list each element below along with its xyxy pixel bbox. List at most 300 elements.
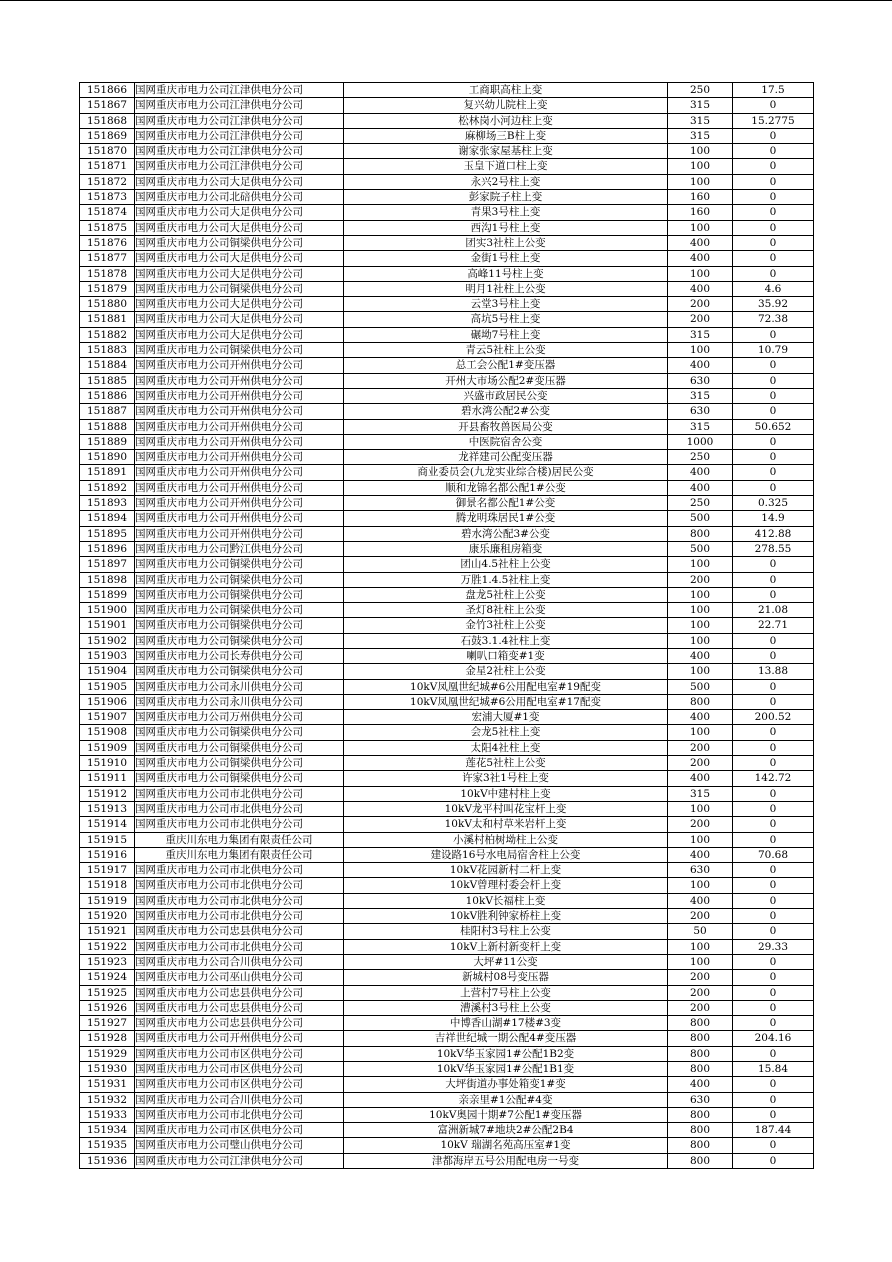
row-id-cell: 151900	[80, 603, 135, 618]
table-row	[80, 909, 814, 924]
transformer-name-cell: 腾龙明珠居民1#公变	[344, 511, 668, 526]
transformer-name-cell: 石鼓3.1.4社柱上变	[344, 633, 668, 648]
capacity-cell: 500	[668, 679, 733, 694]
company-cell: 国网重庆市电力公司铜梁供电分公司	[135, 756, 344, 771]
row-id-cell: 151932	[80, 1092, 135, 1107]
table-row	[80, 327, 814, 342]
value-cell: 0	[733, 220, 814, 235]
capacity-cell: 200	[668, 909, 733, 924]
company-cell: 国网重庆市电力公司开州供电分公司	[135, 465, 344, 480]
table-row	[80, 633, 814, 648]
value-cell: 0	[733, 801, 814, 816]
row-id-cell: 151925	[80, 985, 135, 1000]
row-id-cell: 151929	[80, 1046, 135, 1061]
row-id-cell: 151897	[80, 557, 135, 572]
company-cell: 国网重庆市电力公司市北供电分公司	[135, 817, 344, 832]
company-cell: 重庆川东电力集团有限责任公司	[135, 847, 344, 862]
capacity-cell: 100	[668, 557, 733, 572]
transformer-name-cell: 西沟1号柱上变	[344, 220, 668, 235]
capacity-cell: 100	[668, 633, 733, 648]
row-id-cell: 151920	[80, 909, 135, 924]
row-id-cell: 151926	[80, 1000, 135, 1015]
transformer-name-cell: 麻柳场三B柱上变	[344, 128, 668, 143]
capacity-cell: 100	[668, 618, 733, 633]
value-cell: 0	[733, 557, 814, 572]
row-id-cell: 151884	[80, 358, 135, 373]
table-row	[80, 465, 814, 480]
transformer-name-cell: 许家3社1号柱上变	[344, 771, 668, 786]
row-id-cell: 151935	[80, 1138, 135, 1153]
row-id-cell: 151894	[80, 511, 135, 526]
company-cell: 国网重庆市电力公司市区供电分公司	[135, 1046, 344, 1061]
capacity-cell: 400	[668, 251, 733, 266]
transformer-name-cell: 金竹3社柱上公变	[344, 618, 668, 633]
capacity-cell: 100	[668, 174, 733, 189]
row-id-cell: 151923	[80, 954, 135, 969]
transformer-name-cell: 龙祥建司公配变压器	[344, 450, 668, 465]
value-cell: 0	[733, 358, 814, 373]
value-cell: 0.325	[733, 496, 814, 511]
company-cell: 国网重庆市电力公司忠县供电分公司	[135, 924, 344, 939]
transformer-name-cell: 富洲新城7#地块2#公配2B4	[344, 1123, 668, 1138]
value-cell: 29.33	[733, 939, 814, 954]
value-cell: 0	[733, 128, 814, 143]
value-cell: 0	[733, 1107, 814, 1122]
capacity-cell: 500	[668, 541, 733, 556]
capacity-cell: 400	[668, 235, 733, 250]
value-cell: 0	[733, 679, 814, 694]
value-cell: 0	[733, 465, 814, 480]
table-row	[80, 388, 814, 403]
value-cell: 0	[733, 893, 814, 908]
row-id-cell: 151912	[80, 786, 135, 801]
company-cell: 国网重庆市电力公司璧山供电分公司	[135, 1138, 344, 1153]
transformer-name-cell: 谢家张家屋基柱上变	[344, 144, 668, 159]
transformer-name-cell: 御景名都公配1#公变	[344, 496, 668, 511]
transformer-name-cell: 10kV华玉家园1#公配1B2变	[344, 1046, 668, 1061]
transformer-name-cell: 10kV中建村柱上变	[344, 786, 668, 801]
page-top-border	[0, 0, 892, 1]
company-cell: 国网重庆市电力公司市北供电分公司	[135, 786, 344, 801]
row-id-cell: 151922	[80, 939, 135, 954]
transformer-name-cell: 吉祥世纪城一期公配4#变压器	[344, 1031, 668, 1046]
table-row	[80, 863, 814, 878]
company-cell: 国网重庆市电力公司江津供电分公司	[135, 83, 344, 98]
company-cell: 国网重庆市电力公司大足供电分公司	[135, 220, 344, 235]
company-cell: 国网重庆市电力公司大足供电分公司	[135, 297, 344, 312]
company-cell: 国网重庆市电力公司合川供电分公司	[135, 1092, 344, 1107]
transformer-name-cell: 圣灯8社柱上公变	[344, 603, 668, 618]
value-cell: 0	[733, 587, 814, 602]
value-cell: 0	[733, 572, 814, 587]
company-cell: 国网重庆市电力公司市北供电分公司	[135, 1107, 344, 1122]
table-row	[80, 694, 814, 709]
row-id-cell: 151872	[80, 174, 135, 189]
row-id-cell: 151915	[80, 832, 135, 847]
company-cell: 国网重庆市电力公司合川供电分公司	[135, 954, 344, 969]
value-cell: 0	[733, 144, 814, 159]
row-id-cell: 151899	[80, 587, 135, 602]
value-cell: 0	[733, 924, 814, 939]
company-cell: 国网重庆市电力公司市区供电分公司	[135, 1062, 344, 1077]
value-cell: 15.84	[733, 1062, 814, 1077]
row-id-cell: 151904	[80, 664, 135, 679]
transformer-name-cell: 兴盛市政居民公变	[344, 388, 668, 403]
company-cell: 国网重庆市电力公司忠县供电分公司	[135, 1016, 344, 1031]
row-id-cell: 151916	[80, 847, 135, 862]
table-row	[80, 526, 814, 541]
transformer-name-cell: 漕溪村3号柱上公变	[344, 1000, 668, 1015]
company-cell: 国网重庆市电力公司江津供电分公司	[135, 144, 344, 159]
company-cell: 国网重庆市电力公司市北供电分公司	[135, 939, 344, 954]
row-id-cell: 151877	[80, 251, 135, 266]
transformer-name-cell: 桂阳村3号柱上公变	[344, 924, 668, 939]
value-cell: 0	[733, 174, 814, 189]
company-cell: 国网重庆市电力公司开州供电分公司	[135, 388, 344, 403]
value-cell: 0	[733, 480, 814, 495]
company-cell: 国网重庆市电力公司铜梁供电分公司	[135, 587, 344, 602]
value-cell: 204.16	[733, 1031, 814, 1046]
company-cell: 国网重庆市电力公司江津供电分公司	[135, 1153, 344, 1168]
table-row	[80, 266, 814, 281]
company-cell: 国网重庆市电力公司铜梁供电分公司	[135, 618, 344, 633]
value-cell: 0	[733, 205, 814, 220]
value-cell: 14.9	[733, 511, 814, 526]
table-row	[80, 924, 814, 939]
value-cell: 0	[733, 327, 814, 342]
row-id-cell: 151898	[80, 572, 135, 587]
company-cell: 国网重庆市电力公司万州供电分公司	[135, 710, 344, 725]
company-cell: 国网重庆市电力公司市区供电分公司	[135, 1077, 344, 1092]
capacity-cell: 250	[668, 83, 733, 98]
capacity-cell: 315	[668, 128, 733, 143]
capacity-cell: 630	[668, 373, 733, 388]
transformer-name-cell: 10kV太和村草米岩杆上变	[344, 817, 668, 832]
capacity-cell: 100	[668, 954, 733, 969]
table-row	[80, 954, 814, 969]
value-cell: 13.88	[733, 664, 814, 679]
table-row	[80, 281, 814, 296]
transformer-name-cell: 10kV奥园十期#7公配1#变压器	[344, 1107, 668, 1122]
capacity-cell: 100	[668, 266, 733, 281]
row-id-cell: 151887	[80, 404, 135, 419]
capacity-cell: 800	[668, 1153, 733, 1168]
table-row	[80, 190, 814, 205]
table-row	[80, 404, 814, 419]
transformer-name-cell: 松林岗小河边柱上变	[344, 113, 668, 128]
value-cell: 0	[733, 450, 814, 465]
row-id-cell: 151911	[80, 771, 135, 786]
value-cell: 17.5	[733, 83, 814, 98]
table-row	[80, 159, 814, 174]
value-cell: 0	[733, 1138, 814, 1153]
table-row	[80, 496, 814, 511]
company-cell: 国网重庆市电力公司市北供电分公司	[135, 863, 344, 878]
capacity-cell: 50	[668, 924, 733, 939]
table-row	[80, 939, 814, 954]
table-row	[80, 572, 814, 587]
transformer-name-cell: 金街1号柱上变	[344, 251, 668, 266]
capacity-cell: 800	[668, 1123, 733, 1138]
transformer-table-body	[80, 83, 814, 1169]
row-id-cell: 151901	[80, 618, 135, 633]
capacity-cell: 200	[668, 1000, 733, 1015]
table-row	[80, 847, 814, 862]
transformer-name-cell: 金星2社柱上公变	[344, 664, 668, 679]
row-id-cell: 151892	[80, 480, 135, 495]
table-row	[80, 1062, 814, 1077]
value-cell: 21.08	[733, 603, 814, 618]
row-id-cell: 151875	[80, 220, 135, 235]
capacity-cell: 800	[668, 1031, 733, 1046]
row-id-cell: 151893	[80, 496, 135, 511]
value-cell: 0	[733, 694, 814, 709]
table-row	[80, 235, 814, 250]
transformer-name-cell: 云堂3号柱上变	[344, 297, 668, 312]
value-cell: 15.2775	[733, 113, 814, 128]
value-cell: 70.68	[733, 847, 814, 862]
row-id-cell: 151913	[80, 801, 135, 816]
table-row	[80, 373, 814, 388]
row-id-cell: 151870	[80, 144, 135, 159]
value-cell: 0	[733, 388, 814, 403]
row-id-cell: 151871	[80, 159, 135, 174]
value-cell: 0	[733, 1046, 814, 1061]
capacity-cell: 800	[668, 1062, 733, 1077]
row-id-cell: 151876	[80, 235, 135, 250]
value-cell: 0	[733, 1000, 814, 1015]
value-cell: 0	[733, 740, 814, 755]
value-cell: 0	[733, 190, 814, 205]
capacity-cell: 400	[668, 893, 733, 908]
company-cell: 国网重庆市电力公司开州供电分公司	[135, 511, 344, 526]
value-cell: 412.88	[733, 526, 814, 541]
value-cell: 0	[733, 954, 814, 969]
value-cell: 0	[733, 404, 814, 419]
table-row	[80, 756, 814, 771]
row-id-cell: 151886	[80, 388, 135, 403]
transformer-table	[79, 82, 814, 1169]
value-cell: 0	[733, 98, 814, 113]
company-cell: 国网重庆市电力公司开州供电分公司	[135, 419, 344, 434]
capacity-cell: 800	[668, 1046, 733, 1061]
transformer-name-cell: 明月1社柱上公变	[344, 281, 668, 296]
row-id-cell: 151891	[80, 465, 135, 480]
transformer-name-cell: 10kV长福柱上变	[344, 893, 668, 908]
transformer-name-cell: 会龙5社柱上变	[344, 725, 668, 740]
transformer-name-cell: 永兴2号柱上变	[344, 174, 668, 189]
table-row	[80, 1092, 814, 1107]
company-cell: 国网重庆市电力公司开州供电分公司	[135, 404, 344, 419]
company-cell: 国网重庆市电力公司江津供电分公司	[135, 128, 344, 143]
transformer-name-cell: 建设路16号水电局宿舍柱上公变	[344, 847, 668, 862]
value-cell: 0	[733, 985, 814, 1000]
company-cell: 国网重庆市电力公司江津供电分公司	[135, 159, 344, 174]
transformer-name-cell: 开州大市场公配2#变压器	[344, 373, 668, 388]
table-row	[80, 985, 814, 1000]
table-row	[80, 893, 814, 908]
value-cell: 0	[733, 817, 814, 832]
capacity-cell: 800	[668, 1016, 733, 1031]
transformer-name-cell: 青云5社柱上公变	[344, 343, 668, 358]
capacity-cell: 800	[668, 526, 733, 541]
capacity-cell: 200	[668, 970, 733, 985]
capacity-cell: 315	[668, 786, 733, 801]
row-id-cell: 151921	[80, 924, 135, 939]
value-cell: 142.72	[733, 771, 814, 786]
company-cell: 国网重庆市电力公司铜梁供电分公司	[135, 633, 344, 648]
value-cell: 187.44	[733, 1123, 814, 1138]
company-cell: 国网重庆市电力公司市北供电分公司	[135, 909, 344, 924]
row-id-cell: 151881	[80, 312, 135, 327]
capacity-cell: 200	[668, 756, 733, 771]
capacity-cell: 800	[668, 694, 733, 709]
row-id-cell: 151866	[80, 83, 135, 98]
table-row	[80, 970, 814, 985]
company-cell: 国网重庆市电力公司市北供电分公司	[135, 878, 344, 893]
row-id-cell: 151903	[80, 648, 135, 663]
table-row	[80, 587, 814, 602]
capacity-cell: 100	[668, 587, 733, 602]
company-cell: 国网重庆市电力公司市北供电分公司	[135, 893, 344, 908]
row-id-cell: 151910	[80, 756, 135, 771]
company-cell: 重庆川东电力集团有限责任公司	[135, 832, 344, 847]
row-id-cell: 151902	[80, 633, 135, 648]
value-cell: 0	[733, 633, 814, 648]
capacity-cell: 630	[668, 404, 733, 419]
table-row	[80, 679, 814, 694]
company-cell: 国网重庆市电力公司开州供电分公司	[135, 434, 344, 449]
capacity-cell: 630	[668, 1092, 733, 1107]
capacity-cell: 100	[668, 801, 733, 816]
transformer-name-cell: 上营村7号柱上公变	[344, 985, 668, 1000]
transformer-name-cell: 10kV凤凰世纪城#6公用配电室#19配变	[344, 679, 668, 694]
company-cell: 国网重庆市电力公司铜梁供电分公司	[135, 664, 344, 679]
transformer-name-cell: 莲花5社柱上公变	[344, 756, 668, 771]
table-row	[80, 1153, 814, 1168]
table-row	[80, 297, 814, 312]
table-row	[80, 419, 814, 434]
table-row	[80, 1016, 814, 1031]
transformer-name-cell: 10kV曾理村委会杆上变	[344, 878, 668, 893]
capacity-cell: 500	[668, 511, 733, 526]
table-row	[80, 83, 814, 98]
company-cell: 国网重庆市电力公司铜梁供电分公司	[135, 235, 344, 250]
value-cell: 0	[733, 373, 814, 388]
row-id-cell: 151883	[80, 343, 135, 358]
row-id-cell: 151885	[80, 373, 135, 388]
capacity-cell: 315	[668, 98, 733, 113]
company-cell: 国网重庆市电力公司巫山供电分公司	[135, 970, 344, 985]
transformer-name-cell: 康乐廉租房箱变	[344, 541, 668, 556]
table-row	[80, 312, 814, 327]
transformer-name-cell: 碾坳7号柱上变	[344, 327, 668, 342]
capacity-cell: 200	[668, 985, 733, 1000]
row-id-cell: 151867	[80, 98, 135, 113]
table-row	[80, 480, 814, 495]
transformer-name-cell: 万胜1.4.5社柱上变	[344, 572, 668, 587]
row-id-cell: 151907	[80, 710, 135, 725]
value-cell: 0	[733, 434, 814, 449]
table-row	[80, 1077, 814, 1092]
transformer-name-cell: 玉皇下道口柱上变	[344, 159, 668, 174]
table-row	[80, 725, 814, 740]
company-cell: 国网重庆市电力公司铜梁供电分公司	[135, 343, 344, 358]
company-cell: 国网重庆市电力公司黔江供电分公司	[135, 541, 344, 556]
capacity-cell: 200	[668, 572, 733, 587]
capacity-cell: 400	[668, 281, 733, 296]
transformer-name-cell: 开县畜牧兽医局公变	[344, 419, 668, 434]
company-cell: 国网重庆市电力公司大足供电分公司	[135, 205, 344, 220]
value-cell: 0	[733, 1077, 814, 1092]
transformer-name-cell: 彭家院子柱上变	[344, 190, 668, 205]
capacity-cell: 200	[668, 297, 733, 312]
transformer-name-cell: 10kV胜利钟家桥柱上变	[344, 909, 668, 924]
row-id-cell: 151905	[80, 679, 135, 694]
company-cell: 国网重庆市电力公司大足供电分公司	[135, 251, 344, 266]
company-cell: 国网重庆市电力公司大足供电分公司	[135, 312, 344, 327]
transformer-name-cell: 高坑5号柱上变	[344, 312, 668, 327]
value-cell: 0	[733, 1153, 814, 1168]
row-id-cell: 151874	[80, 205, 135, 220]
company-cell: 国网重庆市电力公司开州供电分公司	[135, 480, 344, 495]
transformer-name-cell: 喇叭口箱变#1变	[344, 648, 668, 663]
transformer-name-cell: 团山4.5社柱上公变	[344, 557, 668, 572]
table-row	[80, 1123, 814, 1138]
company-cell: 国网重庆市电力公司大足供电分公司	[135, 327, 344, 342]
table-row	[80, 98, 814, 113]
capacity-cell: 100	[668, 220, 733, 235]
table-row	[80, 710, 814, 725]
company-cell: 国网重庆市电力公司铜梁供电分公司	[135, 572, 344, 587]
capacity-cell: 400	[668, 771, 733, 786]
table-row	[80, 603, 814, 618]
company-cell: 国网重庆市电力公司市北供电分公司	[135, 801, 344, 816]
capacity-cell: 100	[668, 343, 733, 358]
company-cell: 国网重庆市电力公司永川供电分公司	[135, 679, 344, 694]
transformer-name-cell: 大坪#11公变	[344, 954, 668, 969]
capacity-cell: 400	[668, 710, 733, 725]
row-id-cell: 151879	[80, 281, 135, 296]
table-row	[80, 801, 814, 816]
table-row	[80, 771, 814, 786]
capacity-cell: 1000	[668, 434, 733, 449]
company-cell: 国网重庆市电力公司忠县供电分公司	[135, 1000, 344, 1015]
transformer-name-cell: 顺和龙锦名都公配1#公变	[344, 480, 668, 495]
transformer-name-cell: 青果3号柱上变	[344, 205, 668, 220]
row-id-cell: 151868	[80, 113, 135, 128]
row-id-cell: 151889	[80, 434, 135, 449]
capacity-cell: 200	[668, 312, 733, 327]
row-id-cell: 151878	[80, 266, 135, 281]
value-cell: 0	[733, 970, 814, 985]
capacity-cell: 315	[668, 388, 733, 403]
transformer-name-cell: 总工会公配1#变压器	[344, 358, 668, 373]
company-cell: 国网重庆市电力公司开州供电分公司	[135, 1031, 344, 1046]
value-cell: 0	[733, 266, 814, 281]
value-cell: 0	[733, 878, 814, 893]
row-id-cell: 151869	[80, 128, 135, 143]
company-cell: 国网重庆市电力公司忠县供电分公司	[135, 985, 344, 1000]
transformer-name-cell: 亲亲里#1公配#4变	[344, 1092, 668, 1107]
table-row	[80, 144, 814, 159]
row-id-cell: 151924	[80, 970, 135, 985]
row-id-cell: 151914	[80, 817, 135, 832]
company-cell: 国网重庆市电力公司铜梁供电分公司	[135, 771, 344, 786]
capacity-cell: 630	[668, 863, 733, 878]
table-row	[80, 113, 814, 128]
capacity-cell: 100	[668, 664, 733, 679]
